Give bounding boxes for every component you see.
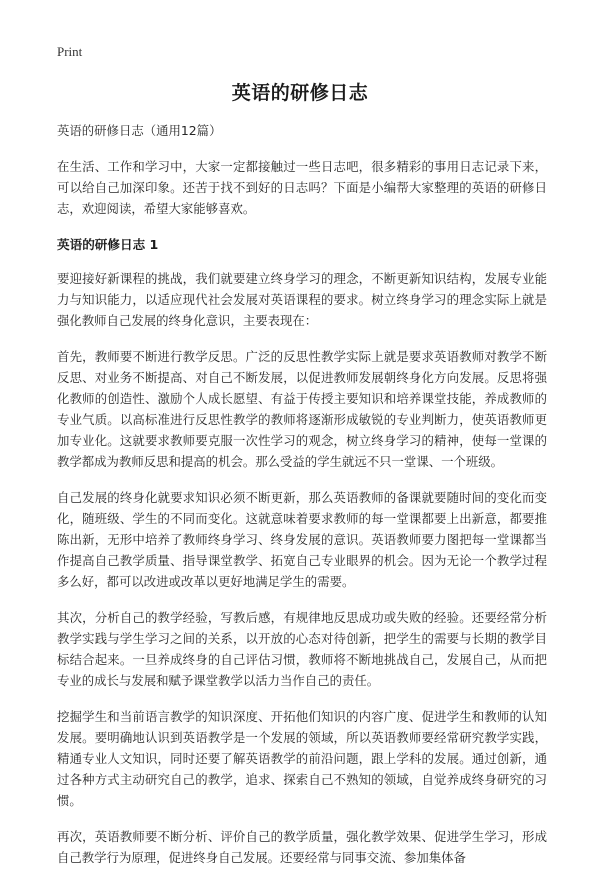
intro-paragraph: 在生活、工作和学习中，大家一定都接触过一些日志吧，很多精彩的事用日志记录下来，可以给自己加深印象。还苦于找不到好的日志吗？下面是小编帮大家整理的英语的研修日志，欢迎阅读，希望大家能够喜欢。 <box>57 159 547 216</box>
body-paragraph: 首先，教师要不断进行教学反思。广泛的反思性教学实际上就是要求英语教师对教学不断反思、对业务不断提高、对自己不断发展，以促进教师发展朝终身化方向发展。反思将强化教师的创造性、激励个人成长愿望、有益于传授主要知识和培养课堂技能，养成教师的专业气质。以高标准进行反思性教学的教师将逐渐形成敏锐的专业判断力，使英语教师更加专业化。这就要求教师要克服一次性学习的观念，树立终身学习的精神，使每一堂课的教学都成为教师反思和提高的机会。那么受益的学生就远不只一堂课、一个班级。 <box>57 349 547 469</box>
body-paragraph: 要迎接好新课程的挑战，我们就要建立终身学习的理念，不断更新知识结构，发展专业能力与知识能力，以适应现代社会发展对英语课程的要求。树立终身学习的理念实际上就是强化教师自己发展的终身化意识，主要表现在： <box>57 271 547 328</box>
document-body <box>57 120 547 883</box>
document-subtitle: 英语的研修日志（通用12篇） <box>57 123 222 138</box>
body-paragraph: 自己发展的终身化就要求知识必须不断更新，那么英语教师的备课就要随时间的变化而变化，随班级、学生的不同而变化。这就意味着要求教师的每一堂课都要上出新意，都要推陈出新，无形中培养了教师终身学习、终身发展的意识。英语教师要力图把每一堂课都当作提高自己教学质量、指导课堂教学、拓宽自己专业眼界的机会。因为无论一个教学过程多么好，都可以改进或改革以更好地满足学生的需要。 <box>57 490 547 589</box>
body-paragraph: 挖掘学生和当前语言教学的知识深度、开拓他们知识的内容广度、促进学生和教师的认知发展。要明确地认识到英语教学是一个发展的领域，所以英语教师要经常研究教学实践，精通专业人文知识，同时还要了解英语教学的前沿问题，跟上学科的发展。通过创新，通过各种方式主动研究自己的教学，追求、探索自己不熟知的领域，自觉养成终身研究的习惯。 <box>57 709 547 808</box>
body-paragraph: 再次，英语教师要不断分析、评价自己的教学质量，强化教学效果、促进学生学习，形成自己教学行为原理，促进终身自己发展。还要经常与同事交流、参加集体备 <box>57 829 547 865</box>
section-heading: 英语的研修日志 1 <box>57 237 159 252</box>
document-title: 英语的研修日志 <box>231 82 369 104</box>
print-link[interactable]: Print <box>57 44 83 59</box>
body-paragraph: 其次，分析自己的教学经验，写教后感，有规律地反思成功或失败的经验。还要经常分析教学实践与学生学习之间的关系，以开放的心态对待创新，把学生的需要与长期的教学目标结合起来。一旦养成终身的自己评估习惯，教师将不断地挑战自己，发展自己，从而把专业的成长与发展和赋予课堂教学以活力当作自己的责任。 <box>57 610 547 688</box>
